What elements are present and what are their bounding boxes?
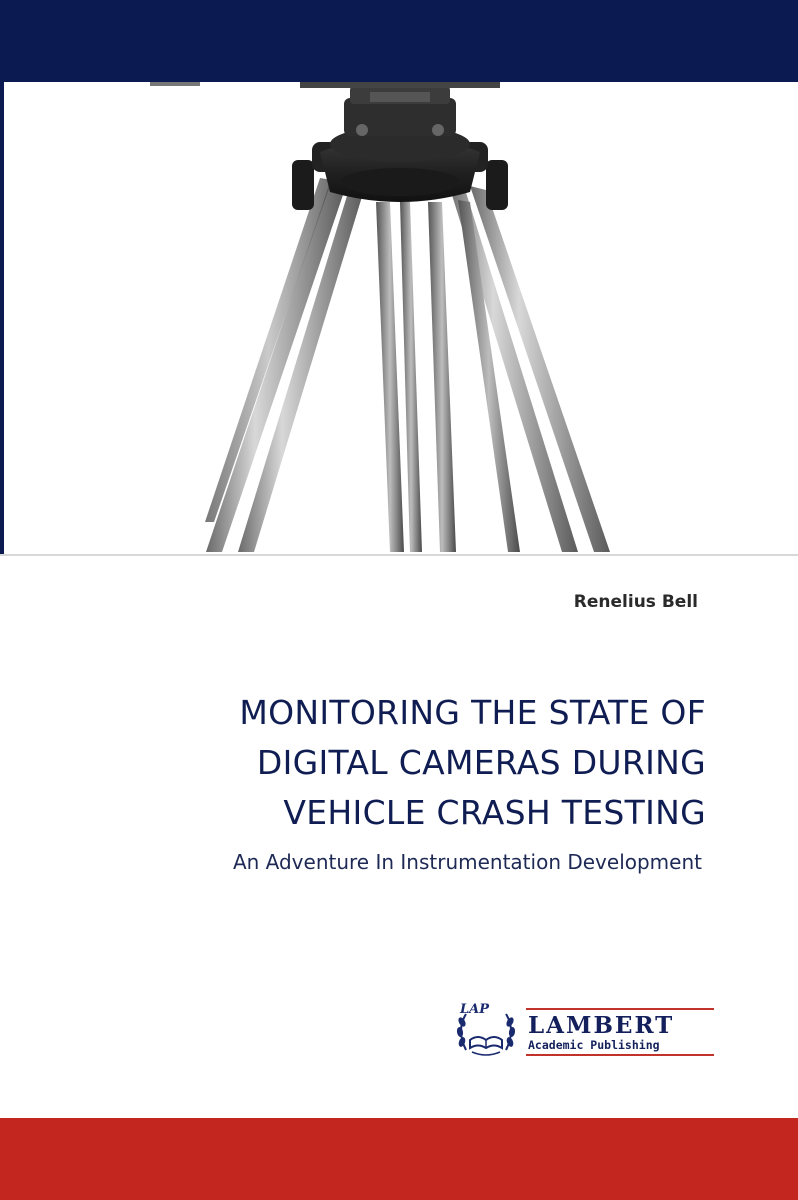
- camera-tripod-icon: [0, 82, 798, 554]
- book-title: [66, 688, 706, 838]
- title-line-1: MONITORING THE STATE OF: [239, 693, 706, 732]
- publisher-name: LAMBERT: [528, 1012, 675, 1039]
- bottom-color-band: [0, 1118, 798, 1200]
- photo-divider: [0, 554, 798, 556]
- publisher-wordmark: [526, 1000, 714, 1060]
- publisher-tagline: Academic Publishing: [528, 1038, 660, 1052]
- cover-photo: [0, 82, 798, 554]
- top-color-band: [0, 0, 798, 82]
- lap-emblem-text: LAP: [460, 1002, 490, 1017]
- book-subtitle: An Adventure In Instrumentation Development: [232, 850, 702, 874]
- title-line-2: DIGITAL CAMERAS DURING: [256, 743, 706, 782]
- author-name: Renelius Bell: [573, 592, 698, 612]
- publisher-rule-bottom: [526, 1054, 714, 1056]
- left-edge-band: [0, 82, 4, 554]
- title-line-3: VEHICLE CRASH TESTING: [283, 793, 706, 832]
- publisher-logo: [452, 1000, 722, 1062]
- publisher-rule-top: [526, 1008, 714, 1010]
- lap-emblem-icon: [452, 1000, 520, 1062]
